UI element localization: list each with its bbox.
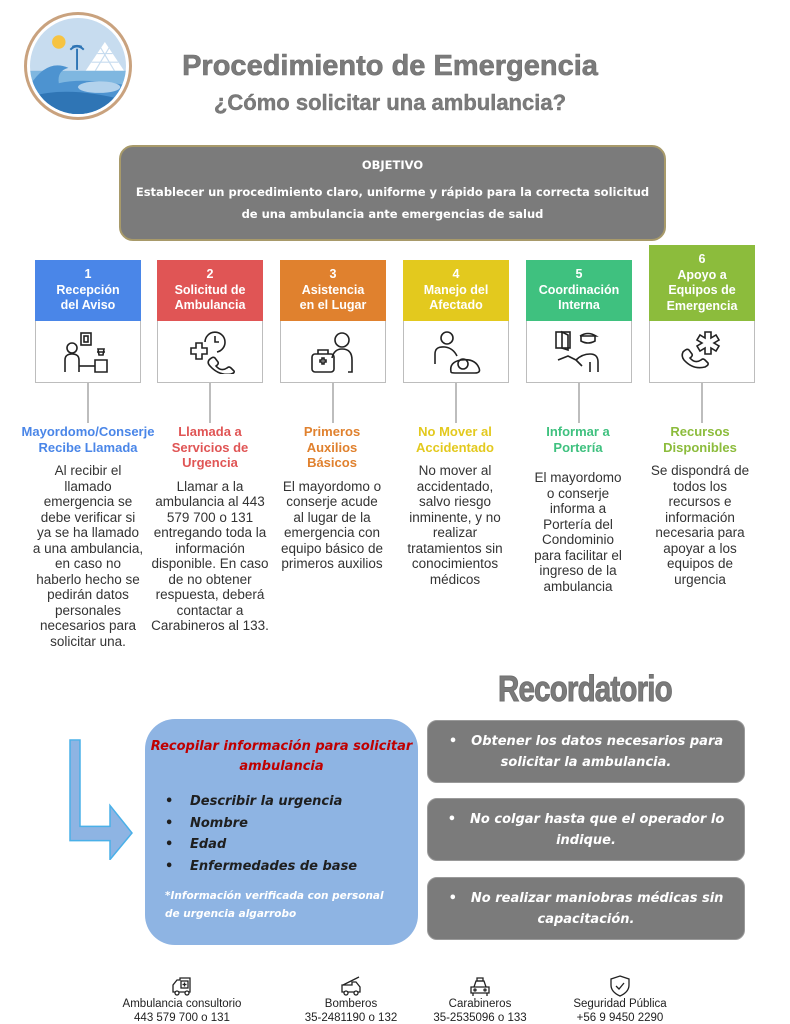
step-label: en el Lugar [299, 298, 367, 313]
page-subtitle: ¿Cómo solicitar una ambulancia? [213, 90, 567, 115]
detail-title: Llamada a Servicios de Urgencia [171, 424, 249, 470]
step-5-header [526, 260, 632, 321]
contact-phone[interactable]: +56 9 9450 2290 [576, 1011, 664, 1024]
contact-phone[interactable]: 35-2481190 o 132 [304, 1011, 398, 1024]
step-6-header [649, 245, 755, 321]
list-item: • Enfermedades de base [165, 858, 358, 874]
objective-title: OBJETIVO [361, 158, 424, 172]
list-item: • Describir la urgencia [165, 794, 343, 809]
police-car-icon [468, 975, 492, 997]
detail-text: El mayordomo o conserje informa a Portería del Condominio para facilitar el ingreso de la ambulancia [534, 470, 622, 594]
connector-line [578, 383, 580, 423]
first-aid-kit-person-icon [306, 330, 360, 374]
list-item: • Edad [165, 837, 227, 852]
receptionist-icon [61, 330, 115, 374]
step-2-icon-box [157, 321, 263, 383]
step-label: Ambulancia [174, 298, 246, 313]
bent-arrow-icon [68, 738, 148, 860]
connector-line [209, 383, 211, 423]
contact-ambulance [102, 975, 262, 1024]
detail-title: Mayordomo/Conserje Recibe Llamada [21, 424, 155, 455]
injured-person-icon [429, 330, 483, 374]
contact-name: Seguridad Pública [573, 998, 667, 1010]
step-label: Coordinación [538, 282, 620, 297]
step-6-detail [626, 424, 774, 587]
step-number: 3 [329, 267, 337, 282]
info-note: *Información verificada con personal de urgencia algarrobo [165, 890, 384, 920]
objective-box [119, 145, 666, 241]
connector-line [455, 383, 457, 423]
reminder-item: • No realizar maniobras médicas sin capacitación. [427, 877, 745, 940]
step-number: 6 [698, 252, 706, 266]
ambulance-icon [170, 975, 194, 997]
step-2 [157, 260, 263, 423]
step-4-header [403, 260, 509, 321]
contact-name: Bomberos [324, 998, 378, 1010]
info-box-title: Recopilar información para solicitar ambulancia [150, 739, 413, 774]
contact-phone[interactable]: 35-2535096 o 133 [433, 1011, 527, 1024]
step-4 [403, 260, 509, 423]
emergency-phone-icon [675, 330, 729, 374]
step-1-header [35, 260, 141, 321]
detail-title: Primeros Auxilios Básicos [303, 424, 361, 470]
step-3-icon-box [280, 321, 386, 383]
step-6 [649, 245, 755, 423]
detail-text: Llamar a la ambulancia al 443 579 700 o 131 entregando toda la información disponible. En caso de no obtener respuesta, deberá contactar a Carabineros al 133. [151, 478, 269, 633]
step-1-icon-box [35, 321, 141, 383]
contact-name: Carabineros [448, 998, 512, 1010]
fire-truck-icon [339, 975, 363, 997]
step-number: 2 [206, 267, 214, 282]
detail-text: Al recibir el llamado emergencia se debe verificar si ya se ha llamado a una ambulancia, en caso no haberlo hecho se pedirán datos personales necesarios para solicitar una. [32, 463, 144, 649]
detail-title: Informar a Portería [546, 424, 610, 455]
medical-phone-call-icon [183, 330, 237, 374]
step-label: Solicitud de [174, 282, 246, 297]
step-6-icon-box [649, 321, 755, 383]
detail-text: El mayordomo o conserje acude al lugar de la emergencia con equipo básico de primeros auxilios [280, 478, 384, 571]
step-label: Apoyo a [677, 267, 727, 282]
step-label: Equipos de [668, 283, 736, 297]
step-3-header [280, 260, 386, 321]
step-5-icon-box [526, 321, 632, 383]
step-2-header [157, 260, 263, 321]
step-label: Manejo del [423, 282, 489, 297]
security-guard-door-icon [552, 330, 606, 374]
list-item: • Nombre [165, 815, 248, 831]
contact-seguridad [540, 975, 700, 1024]
connector-line [701, 383, 703, 423]
connector-line [87, 383, 89, 423]
shield-check-icon [608, 975, 632, 997]
detail-text: Se dispondrá de todos los recursos e información necesaria para apoyar a los equipos de urgencia [650, 463, 750, 587]
step-4-icon-box [403, 321, 509, 383]
reminder-item: • Obtener los datos necesarios para solicitar la ambulancia. [427, 720, 745, 783]
step-label: Interna [558, 298, 600, 313]
detail-title: Recursos Disponibles [663, 424, 737, 455]
reminder-title: Recordatorio [498, 668, 672, 709]
step-number: 1 [84, 267, 92, 282]
step-label: del Aviso [60, 298, 116, 313]
contact-phone[interactable]: 443 579 700 o 131 [134, 1011, 230, 1024]
beach-wave-logo-icon [30, 18, 126, 114]
step-number: 4 [452, 267, 460, 282]
detail-title: No Mover al Accidentado [415, 424, 494, 455]
step-label: Asistencia [301, 282, 365, 297]
objective-text: Establecer un procedimiento claro, uniforme y rápido para la correcta solicitud de una ambulancia ante emergencias de salud [135, 185, 650, 221]
step-5 [526, 260, 632, 423]
contact-carabineros [400, 975, 560, 1024]
step-3 [280, 260, 386, 423]
step-1 [35, 260, 141, 423]
page-title: Procedimiento de Emergencia [182, 50, 598, 82]
logo [24, 12, 132, 120]
detail-text: No mover al accidentado, salvo riesgo inminente, y no realizar tratamientos sin conocimientos médicos [407, 463, 503, 587]
connector-line [332, 383, 334, 423]
info-box [145, 719, 418, 945]
step-label: Emergencia [666, 298, 738, 313]
step-label: Afectado [429, 298, 483, 313]
step-label: Recepción [56, 282, 120, 297]
info-list [165, 791, 418, 877]
reminder-item: • No colgar hasta que el operador lo indique. [427, 798, 745, 861]
contact-name: Ambulancia consultorio [122, 998, 242, 1010]
step-number: 5 [575, 267, 583, 282]
